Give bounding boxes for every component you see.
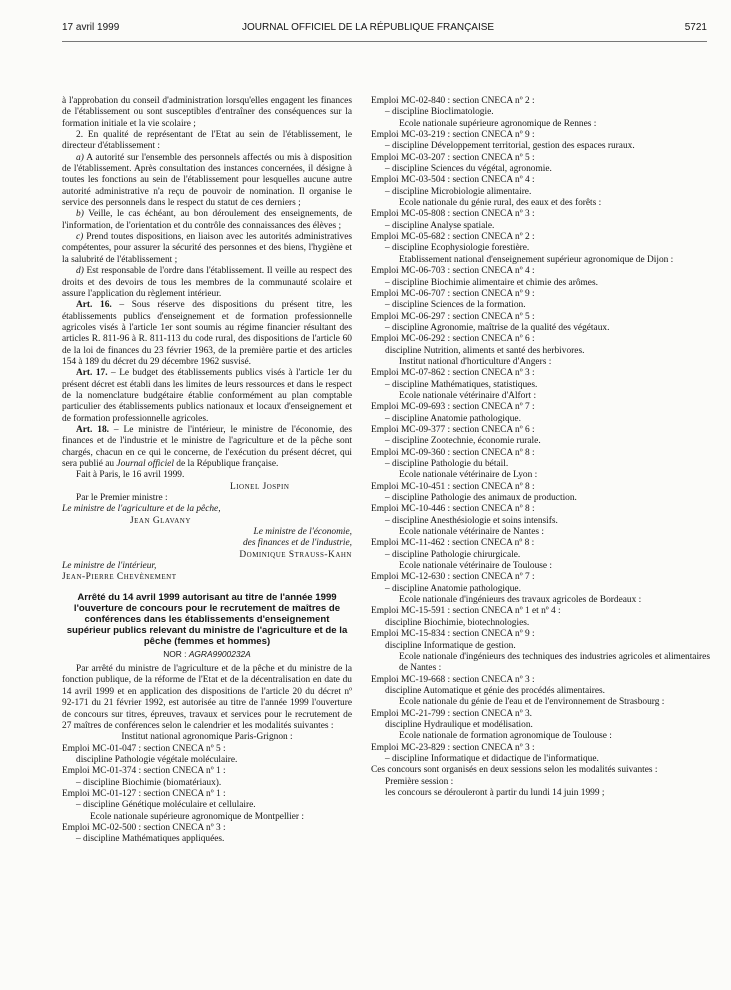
establishment-line: Institut national agronomique Paris-Grignon :: [121, 732, 293, 743]
list-line: Première session :: [385, 776, 454, 787]
minister-title: Le ministre de l'intérieur,: [62, 561, 157, 572]
arrete-title: Arrêté du 14 avril 1999 autorisant au titre de l'année 1999 l'ouverture de concours pour le recrutement de maîtres de conférences dans les établissements d'enseignement supérieur publics relevant du ministre de l'agriculture et de la pêche (femmes et hommes): [66, 591, 348, 647]
signature-date: Fait à Paris, le 16 avril 1999.: [76, 470, 185, 481]
establishment-line: Ecole nationale du génie rural, des eaux et des forêts :: [399, 198, 602, 209]
nor-label: NOR :: [163, 648, 189, 659]
establishment-line: Ecole nationale vétérinaire de Nantes :: [399, 527, 544, 538]
signatory: Jean-Pierre Chevènement: [62, 572, 177, 583]
emploi-line: Emploi MC-21-799 : section CNECA nº 3.: [371, 708, 532, 719]
nor-reference: [62, 649, 352, 660]
paragraph: [62, 232, 352, 266]
article-18: [62, 425, 352, 470]
item-text: Est responsable de l'ordre dans l'établissement. Il veille au respect des droits et des devoirs de tous les membres de la communauté scolaire et assure l'application du règlement intérieur.: [62, 266, 352, 299]
emploi-line: Emploi MC-19-668 : section CNECA nº 3 :: [371, 674, 535, 685]
list-line: les concours se dérouleront à partir du lundi 14 juin 1999 ;: [385, 787, 605, 798]
signature-line: Par le Premier ministre :: [76, 493, 168, 504]
item-label: a): [76, 152, 84, 163]
list-line: – discipline Biochimie alimentaire et chimie des arômes.: [385, 277, 598, 288]
emploi-line: Emploi MC-12-630 : section CNECA nº 7 :: [371, 572, 535, 583]
establishment-line: Ecole nationale d'ingénieurs des techniques des industries agricoles et alimentaires de Nantes :: [399, 651, 710, 674]
list-line: – discipline Biochimie (biomatériaux).: [76, 777, 222, 788]
emploi-line: Emploi MC-03-504 : section CNECA nº 4 :: [371, 175, 535, 186]
list-line: – discipline Sciences du végétal, agronomie.: [385, 164, 552, 175]
article-text: – Sous réserve des dispositions du présent titre, les établissements publics d'enseignement et de formation professionnelle agricoles visés à l'article 1er sont soumis au régime financier résultant des articles R. 811-96 à R. 811-113 du code rural, des dispositions de l'article 60 de la loi de finances du 23 février 1963, de la première partie et des articles 154 à 189 du décret du 29 décembre 1962 susvisé.: [62, 300, 352, 367]
header-rule: [62, 41, 707, 42]
paragraph: [62, 266, 352, 300]
list-line: – discipline Pathologie des animaux de production.: [385, 493, 577, 504]
establishment-line: Ecole nationale du génie de l'eau et de l'environnement de Strasbourg :: [399, 697, 665, 708]
item-text: Prend toutes dispositions, en liaison avec les autorités administratives compétentes, pour assurer la sécurité des personnes et des biens, l'hygiène et la salubrité de l'établissement ;: [62, 232, 352, 265]
emploi-line: Emploi MC-09-693 : section CNECA nº 7 :: [371, 402, 535, 413]
list-line: – discipline Microbiologie alimentaire.: [385, 186, 532, 197]
paragraph: [62, 209, 352, 232]
list-line: – discipline Développement territorial, gestion des espaces ruraux.: [385, 141, 635, 152]
article-text: – Le budget des établissements publics visés à l'article 1er du présent décret est établi dans les limites de leurs ressources et dans le respect de la nomenclature budgétaire établie conformément au plan comptable particulier des établissements publics nationaux et locaux d'enseignement et de formation professionnelle agricoles.: [62, 368, 352, 424]
emploi-line: Emploi MC-15-591 : section CNECA nº 1 et nº 4 :: [371, 606, 561, 617]
establishment-line: Ecole nationale supérieure agronomique de Montpellier :: [90, 811, 304, 822]
item-text: Veille, le cas échéant, au bon déroulement des enseignements, de l'information, de l'orientation et du contrôle des connaissances des élèves ;: [62, 209, 352, 231]
paragraph: [62, 153, 352, 210]
emploi-line: Emploi MC-01-127 : section CNECA nº 1 :: [62, 788, 226, 799]
emploi-line: Emploi MC-05-682 : section CNECA nº 2 :: [371, 232, 535, 243]
emploi-line: Emploi MC-23-829 : section CNECA nº 3 :: [371, 742, 535, 753]
list-line: – discipline Agronomie, maîtrise de la qualité des végétaux.: [385, 322, 610, 333]
right-column: [371, 96, 710, 799]
signatory: Lionel Jospin: [230, 481, 290, 492]
list-line: discipline Pathologie végétale moléculaire.: [76, 754, 238, 765]
establishment-line: Ecole nationale de formation agronomique de Toulouse :: [399, 731, 612, 742]
emploi-line: Emploi MC-02-500 : section CNECA nº 3 :: [62, 822, 226, 833]
emploi-line: Emploi MC-05-808 : section CNECA nº 3 :: [371, 209, 535, 220]
establishment-line: Ecole nationale vétérinaire d'Alfort :: [399, 390, 537, 401]
minister-title: des finances et de l'industrie,: [242, 538, 352, 549]
header-journal-title: JOURNAL OFFICIEL DE LA RÉPUBLIQUE FRANÇAISE: [242, 22, 495, 33]
list-line: Ces concours sont organisés en deux sessions selon les modalités suivantes :: [371, 765, 658, 776]
arrete-intro: Par arrêté du ministre de l'agriculture et de la pêche et du ministre de la fonction publique, de la réforme de l'Etat et de la décentralisation en date du 14 avril 1999 et en application des dispositions de l'article 20 du décret nº 92-171 du 21 février 1992, est autorisée au titre de l'année 1999 l'ouverture de concours sur titres, épreuves, travaux et services pour le recrutement de 27 maîtres de conférences selon le calendrier et les modalités suivantes :: [62, 664, 352, 731]
emploi-line: Emploi MC-09-377 : section CNECA nº 6 :: [371, 424, 535, 435]
emploi-line: Emploi MC-06-297 : section CNECA nº 5 :: [371, 311, 535, 322]
list-line: discipline Biochimie, biotechnologies.: [385, 617, 530, 628]
left-column: [62, 96, 352, 846]
emploi-line: Emploi MC-10-451 : section CNECA nº 8 :: [371, 481, 535, 492]
header-date: 17 avril 1999: [62, 22, 120, 33]
emploi-line: Emploi MC-10-446 : section CNECA nº 8 :: [371, 504, 535, 515]
emploi-line: Emploi MC-06-292 : section CNECA nº 6 :: [371, 334, 535, 345]
list-line: – discipline Sciences de la formation.: [385, 300, 526, 311]
journal-reference: Journal officiel: [116, 459, 174, 469]
emploi-line: Emploi MC-03-219 : section CNECA nº 9 :: [371, 130, 535, 141]
list-line: – discipline Mathématiques appliquées.: [76, 834, 225, 845]
left-emploi-list: [62, 732, 352, 845]
establishment-line: Ecole nationale supérieure agronomique de Rennes :: [399, 118, 597, 129]
nor-code: AGRA9900232A: [188, 648, 251, 659]
right-emploi-list: [371, 96, 710, 799]
article-17: [62, 368, 352, 425]
list-line: – discipline Mathématiques, statistiques.: [385, 379, 538, 390]
list-line: – discipline Anesthésiologie et soins intensifs.: [385, 515, 558, 526]
emploi-line: Emploi MC-09-360 : section CNECA nº 8 :: [371, 447, 535, 458]
establishment-line: Ecole nationale vétérinaire de Toulouse :: [399, 561, 553, 572]
item-text: A autorité sur l'ensemble des personnels affectés ou mis à disposition de l'établissement. Après consultation des instances concernées, il désigne à toutes les fonctions au sein de l'établissement pour lesquelles aucune autre autorité administrative n'a reçu de pouvoir de nomination. Il organise le service des personnels dans le respect du statut de ces derniers ;: [62, 152, 352, 209]
emploi-line: Emploi MC-15-834 : section CNECA nº 9 :: [371, 629, 535, 640]
article-label: Art. 17.: [76, 368, 108, 379]
item-label: d): [76, 266, 84, 277]
page-header: [62, 22, 707, 36]
list-line: – discipline Analyse spatiale.: [385, 220, 495, 231]
list-line: discipline Informatique de gestion.: [385, 640, 516, 651]
emploi-line: Emploi MC-01-047 : section CNECA nº 5 :: [62, 743, 226, 754]
list-line: – discipline Pathologie du bétail.: [385, 459, 509, 469]
minister-title: Le ministre de l'économie,: [253, 527, 352, 538]
emploi-line: Emploi MC-06-703 : section CNECA nº 4 :: [371, 266, 535, 277]
list-line: – discipline Zootechnie, économie rurale.: [385, 436, 541, 447]
list-line: discipline Hydraulique et modélisation.: [385, 719, 533, 730]
list-line: – discipline Informatique et didactique de l'informatique.: [385, 753, 599, 764]
emploi-line: Emploi MC-07-862 : section CNECA nº 3 :: [371, 368, 535, 379]
article-text: – Le ministre de l'intérieur, le ministre de l'économie, des finances et de l'industrie et le ministre de l'agriculture et de la pêche sont chargés, chacun en ce qui le concerne, de l'exécution du présent décret, qui sera publié au: [62, 424, 352, 469]
list-line: discipline Automatique et génie des procédés alimentaires.: [385, 685, 605, 696]
article-16: [62, 300, 352, 368]
establishment-line: Etablissement national d'enseignement supérieur agronomique de Dijon :: [399, 254, 674, 265]
minister-title: Le ministre de l'agriculture et de la pêche,: [62, 504, 221, 515]
article-label: Art. 18.: [76, 424, 110, 435]
article-label: Art. 16.: [76, 300, 112, 311]
list-line: – discipline Génétique moléculaire et cellulaire.: [76, 800, 256, 811]
emploi-line: Emploi MC-01-374 : section CNECA nº 1 :: [62, 766, 226, 777]
article-text: de la République française.: [173, 459, 279, 469]
establishment-line: Ecole nationale d'ingénieurs des travaux agricoles de Bordeaux :: [399, 595, 642, 606]
paragraph: 2. En qualité de représentant de l'Etat au sein de l'établissement, le directeur d'établissement :: [62, 130, 352, 152]
list-line: – discipline Pathologie chirurgicale.: [385, 549, 521, 560]
emploi-line: Emploi MC-06-707 : section CNECA nº 9 :: [371, 288, 535, 299]
item-label: c): [76, 232, 84, 243]
list-line: discipline Nutrition, aliments et santé des herbivores.: [385, 345, 585, 356]
emploi-line: Emploi MC-03-207 : section CNECA nº 5 :: [371, 152, 535, 163]
establishment-line: Ecole nationale vétérinaire de Lyon :: [399, 470, 538, 481]
list-line: – discipline Anatomie pathologique.: [385, 413, 521, 424]
emploi-line: Emploi MC-02-840 : section CNECA nº 2 :: [371, 96, 535, 106]
paragraph: à l'approbation du conseil d'administration lorsqu'elles engagent les finances de l'établissement ou sont susceptibles d'entraîner des conséquences sur la formation initiale et la vie scolaire ;: [62, 96, 352, 129]
establishment-line: Institut national d'horticulture d'Angers :: [399, 356, 552, 367]
list-line: – discipline Ecophysiologie forestière.: [385, 243, 530, 254]
list-line: – discipline Anatomie pathologique.: [385, 583, 521, 594]
list-line: – discipline Bioclimatologie.: [385, 107, 494, 118]
item-label: b): [76, 209, 84, 220]
emploi-line: Emploi MC-11-462 : section CNECA nº 8 :: [371, 538, 535, 549]
signatory: Jean Glavany: [130, 515, 191, 526]
header-page-number: 5721: [684, 22, 707, 33]
signatory: Dominique Strauss-Kahn: [239, 549, 352, 560]
